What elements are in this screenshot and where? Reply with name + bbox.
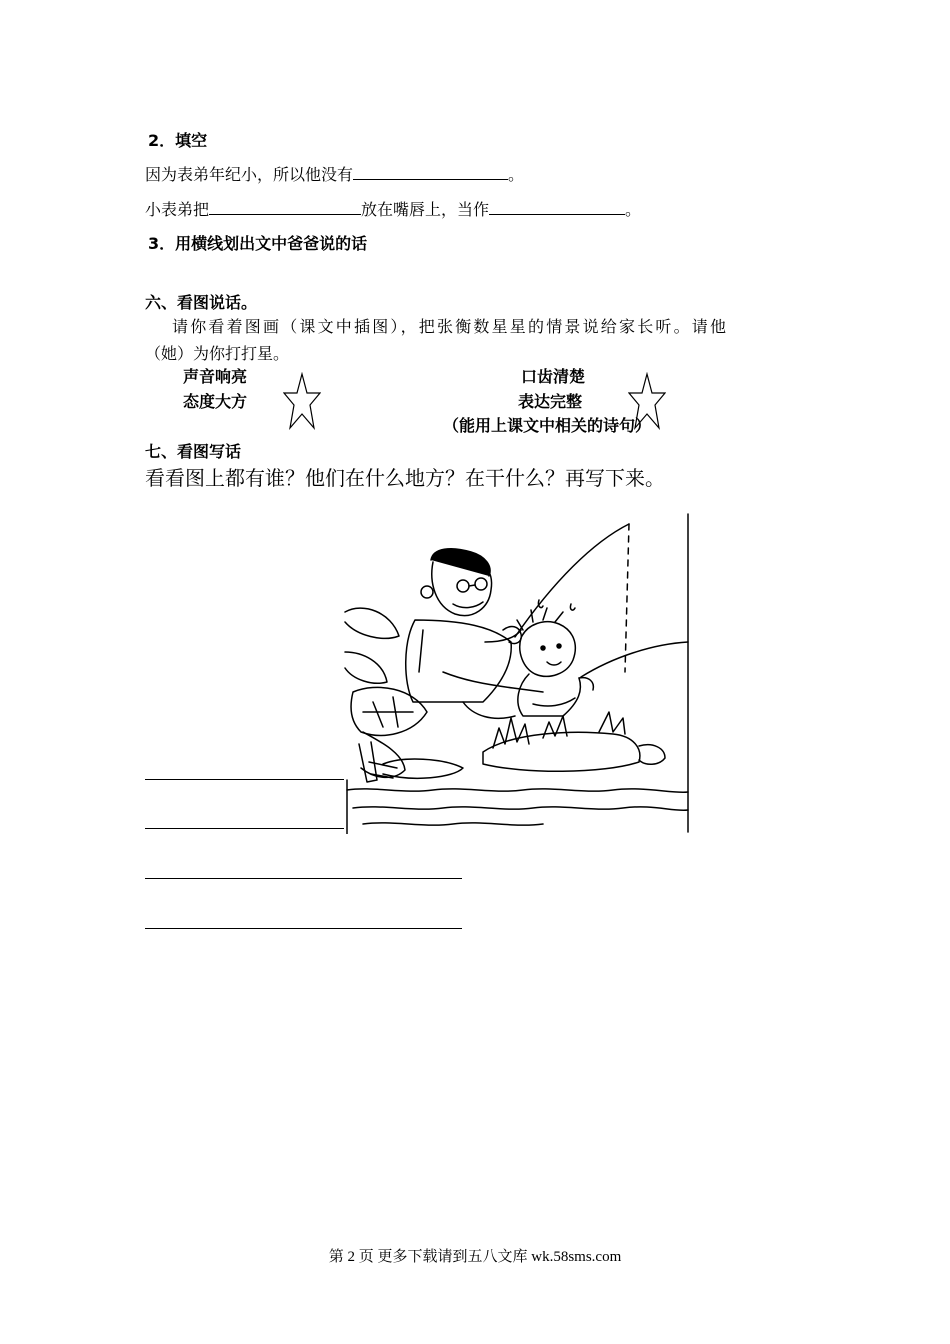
star-icon[interactable]: [628, 372, 666, 430]
criteria-left-2: 态度大方: [183, 392, 248, 411]
writing-line[interactable]: [145, 828, 344, 829]
q2-blank-1[interactable]: [353, 178, 508, 180]
writing-line[interactable]: [145, 928, 462, 929]
q2-line1: [145, 162, 524, 185]
writing-line[interactable]: [145, 779, 344, 780]
section7-prompt: 看看图上都有谁？他们在什么地方？在干什么？再写下来。: [145, 466, 665, 490]
criteria-right-2: 表达完整: [518, 392, 583, 411]
q2-blank-2[interactable]: [209, 213, 361, 215]
section6-instruction-line2: （她）为你打打星。: [145, 344, 290, 363]
criteria-right-1: 口齿清楚: [521, 367, 586, 386]
page-footer: 第 2 页 更多下载请到五八文库 wk.58sms.com: [328, 1249, 622, 1265]
section6-title: 六、看图说话。: [145, 293, 258, 312]
q2-line1-suffix: 。: [508, 165, 525, 184]
q2-line1-prefix: 因为表弟年纪小，所以他没有: [145, 165, 354, 184]
q2-line2-part1: 小表弟把: [145, 200, 210, 219]
section6-instruction-line1: 请你看着图画（课文中插图），把张衡数星星的情景说给家长听。请他: [172, 317, 729, 336]
fishing-illustration: [343, 512, 693, 834]
writing-line[interactable]: [145, 878, 462, 879]
q2-title: 2．填空: [148, 131, 208, 150]
criteria-left-1: 声音响亮: [183, 367, 248, 386]
star-icon[interactable]: [283, 372, 321, 430]
q2-line2-part2: 放在嘴唇上，当作: [361, 200, 490, 219]
section7-title: 七、看图写话: [145, 442, 242, 461]
criteria-note: （能用上课文中相关的诗句）: [443, 416, 652, 435]
q2-blank-3[interactable]: [489, 213, 625, 215]
q2-line2: [145, 197, 641, 220]
q3-title: 3．用横线划出文中爸爸说的话: [148, 234, 368, 253]
q2-line2-suffix: 。: [625, 200, 642, 219]
